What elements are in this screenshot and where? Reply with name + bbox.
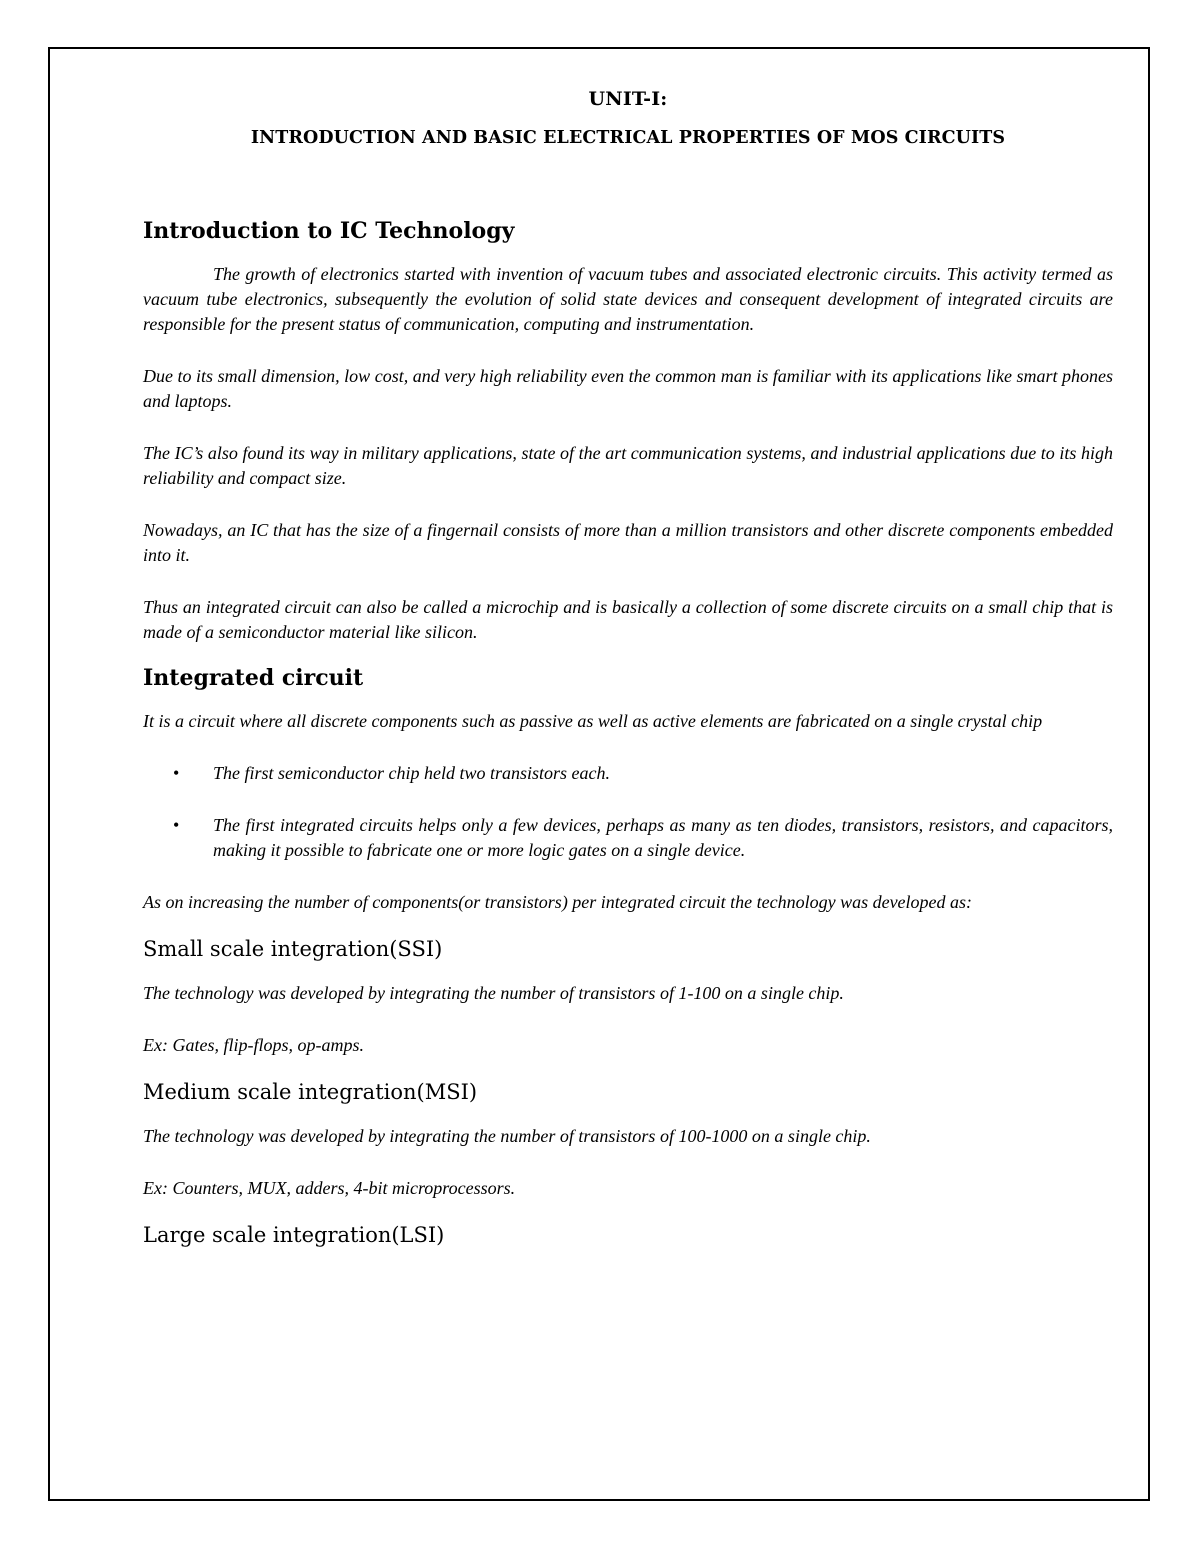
ic-definition: It is a circuit where all discrete components such as passive as well as active elements are fabricated on a single crystal chip (143, 711, 1043, 731)
ssi-description: The technology was developed by integrating the number of transistors of 1-100 on a single chip. (143, 983, 844, 1003)
unit-subtitle: INTRODUCTION AND BASIC ELECTRICAL PROPERTIES OF MOS CIRCUITS (250, 128, 1006, 148)
msi-example: Ex: Counters, MUX, adders, 4-bit microprocessors. (143, 1178, 516, 1198)
heading-lsi: Large scale integration(LSI) (143, 1223, 445, 1247)
bullet-icon: • (173, 815, 180, 835)
heading-intro-ic-technology: Introduction to IC Technology (143, 218, 515, 244)
unit-title: UNIT-I: (588, 88, 668, 110)
intro-paragraph-4: Nowadays, an IC that has the size of a fingernail consists of more than a million transistors and other discrete components embedded into it. (143, 520, 1113, 565)
bullet-text: The first integrated circuits helps only a few devices, perhaps as many as ten diodes, transistors, resistors, and capacitors, making it possible to fabricate one or more logic gates on a single device. (213, 815, 1113, 860)
intro-paragraph-2: Due to its small dimension, low cost, and very high reliability even the common man is familiar with its applications like smart phones and laptops. (143, 366, 1113, 411)
document-content (143, 88, 1113, 1267)
list-item (143, 761, 1113, 786)
bullet-text: The first semiconductor chip held two transistors each. (213, 763, 610, 783)
msi-description: The technology was developed by integrating the number of transistors of 100-1000 on a single chip. (143, 1126, 871, 1146)
intro-paragraph-1: The growth of electronics started with invention of vacuum tubes and associated electronic circuits. This activity termed as vacuum tube electronics, subsequently the evolution of solid state devices and consequent development of integrated circuits are responsible for the present status of communication, computing and instrumentation. (143, 264, 1113, 334)
ssi-example: Ex: Gates, flip-flops, op-amps. (143, 1035, 364, 1055)
intro-paragraph-3: The IC’s also found its way in military applications, state of the art communication systems, and industrial applications due to its high reliability and compact size. (143, 443, 1113, 488)
ic-transition: As on increasing the number of components(or transistors) per integrated circuit the technology was developed as: (143, 892, 973, 912)
intro-paragraph-5: Thus an integrated circuit can also be called a microchip and is basically a collection of some discrete circuits on a small chip that is made of a semiconductor material like silicon. (143, 597, 1113, 642)
ic-bullet-list (143, 761, 1113, 863)
heading-msi: Medium scale integration(MSI) (143, 1080, 478, 1104)
bullet-icon: • (173, 763, 180, 783)
list-item (143, 813, 1113, 863)
heading-ssi: Small scale integration(SSI) (143, 937, 443, 961)
heading-integrated-circuit: Integrated circuit (143, 665, 364, 691)
